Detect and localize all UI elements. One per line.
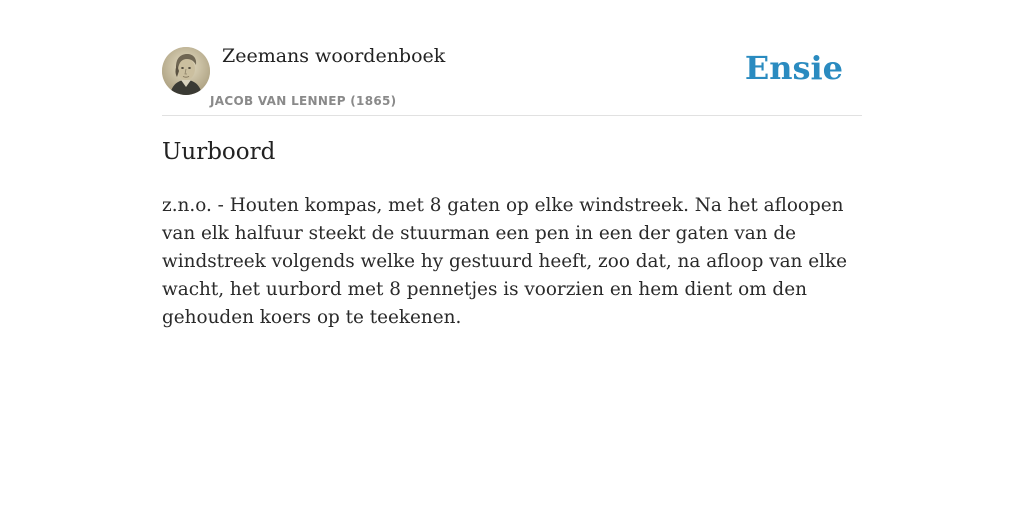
author-avatar[interactable] (162, 47, 210, 95)
portrait-icon (162, 47, 210, 95)
dictionary-card (162, 0, 862, 328)
card-header (162, 0, 862, 116)
entry-definition: z.n.o. - Houten kompas, met 8 gaten op elke windstreek. Na het afloopen van elk halfuur steekt de stuurman een pen in een der gaten van de windstreek volgends welke hy gestuurd heeft, zoo dat, na afloop van elke wacht, het uurbord met 8 pennetjes is voorzien en hem dient om den gehouden koers op te teekenen. (162, 195, 848, 328)
entry-title: Uurboord (162, 139, 276, 165)
dictionary-author[interactable]: JACOB VAN LENNEP (1865) (210, 94, 397, 108)
ensie-logo[interactable]: Ensie (744, 49, 843, 87)
dictionary-title[interactable]: Zeemans woordenboek (222, 45, 446, 67)
